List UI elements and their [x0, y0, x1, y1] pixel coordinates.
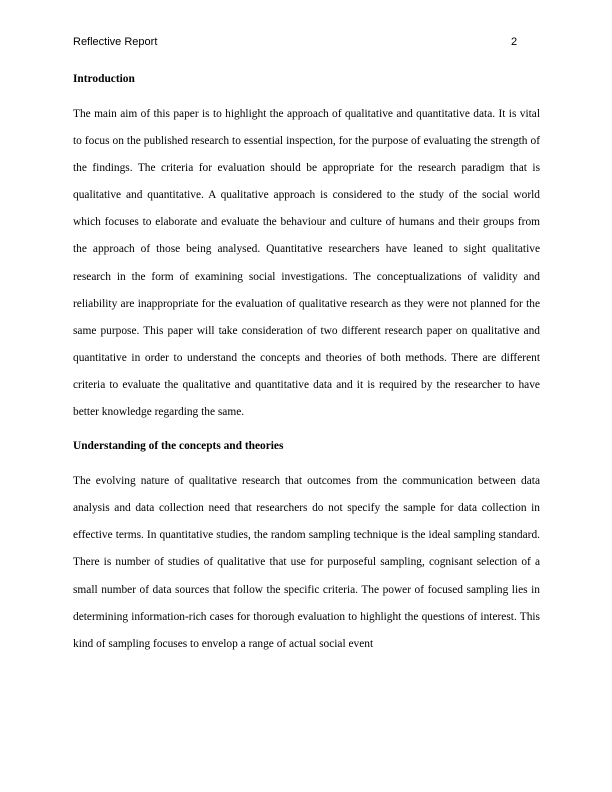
section-heading-introduction: Introduction	[73, 73, 135, 85]
paragraph-concepts: The evolving nature of qualitative research that outcomes from the communication between data analysis and data collection need that researchers do not specify the sample for data collection in effective terms. In quantitative studies, the random sampling technique is the ideal sampling standard. There is number of studies of qualitative that use for purposeful sampling, cognisant selection of a small number of data sources that follow the specific criteria. The power of focused sampling lies in determining information-rich cases for thorough evaluation to highlight the questions of interest. This kind of sampling focuses to envelop a range of actual social event	[73, 475, 540, 650]
running-header-title: Reflective Report	[73, 36, 158, 48]
paragraph-introduction: The main aim of this paper is to highlight the approach of qualitative and quantitative data. It is vital to focus on the published research to essential inspection, for the purpose of evaluating the strength of the findings. The criteria for evaluation should be appropriate for the research paradigm that is qualitative and quantitative. A qualitative approach is considered to the study of the social world which focuses to elaborate and evaluate the behaviour and culture of humans and their groups from the approach of those being analysed. Quantitative researchers have leaned to sight qualitative research in the form of examining social investigations. The conceptualizations of validity and reliability are inappropriate for the evaluation of qualitative research as they were not planned for the same purpose. This paper will take consideration of two different research paper on qualitative and quantitative in order to understand the concepts and theories of both methods. There are different criteria to evaluate the qualitative and quantitative data and it is required by the researcher to have better knowledge regarding the same.	[73, 108, 540, 419]
page-number: 2	[511, 36, 518, 48]
document-body	[73, 67, 540, 658]
section-heading-concepts: Understanding of the concepts and theories	[73, 440, 284, 453]
